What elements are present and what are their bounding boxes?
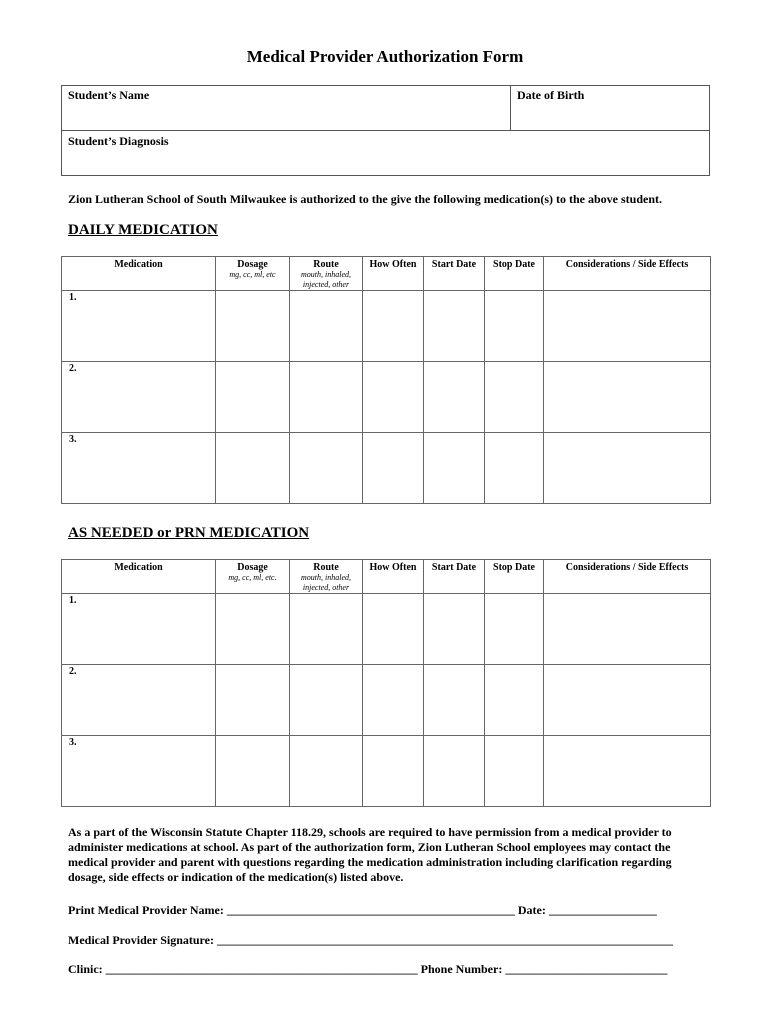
medication-cell[interactable] (62, 736, 216, 807)
row-number: 3. (69, 737, 77, 748)
column-header-route: Route mouth, inhaled, injected, other (290, 257, 363, 291)
medication-cell[interactable] (62, 665, 216, 736)
route-cell[interactable] (290, 362, 363, 433)
table-row (62, 665, 711, 736)
dosage-cell[interactable] (216, 362, 290, 433)
medication-cell[interactable] (62, 362, 216, 433)
prn-medication-table (61, 559, 711, 807)
column-header-route: Route mouth, inhaled, injected, other (290, 560, 363, 594)
start-date-cell[interactable] (424, 736, 485, 807)
column-header-medication: Medication (62, 257, 216, 291)
column-header-start-date: Start Date (424, 257, 485, 291)
how-often-cell[interactable] (363, 594, 424, 665)
table-header-row (62, 560, 711, 594)
student-name-label: Student’s Name (68, 88, 150, 102)
dosage-cell[interactable] (216, 291, 290, 362)
date-of-birth-label: Date of Birth (517, 88, 585, 102)
date-of-birth-field[interactable] (510, 85, 710, 131)
route-cell[interactable] (290, 665, 363, 736)
table-row (62, 291, 711, 362)
prn-medication-heading: AS NEEDED or PRN MEDICATION (68, 525, 310, 541)
row-number: 1. (69, 292, 77, 303)
dosage-cell[interactable] (216, 665, 290, 736)
how-often-cell[interactable] (363, 433, 424, 504)
print-name-date-line[interactable]: Print Medical Provider Name: ________________________________________________ Date: __________________ (68, 903, 657, 917)
column-header-medication: Medication (62, 560, 216, 594)
table-row (62, 594, 711, 665)
column-header-considerations: Considerations / Side Effects (544, 560, 711, 594)
student-diagnosis-label: Student’s Diagnosis (68, 134, 169, 148)
column-header-dosage: Dosage mg, cc, ml, etc. (216, 560, 290, 594)
how-often-cell[interactable] (363, 291, 424, 362)
stop-date-cell[interactable] (485, 665, 544, 736)
row-number: 3. (69, 434, 77, 445)
medication-cell[interactable] (62, 433, 216, 504)
row-number: 2. (69, 363, 77, 374)
considerations-cell[interactable] (544, 736, 711, 807)
row-number: 1. (69, 595, 77, 606)
how-often-cell[interactable] (363, 665, 424, 736)
daily-medication-table (61, 256, 711, 504)
stop-date-cell[interactable] (485, 594, 544, 665)
clinic-phone-line[interactable]: Clinic: ____________________________________________________ Phone Number: ___________________________ (68, 962, 668, 976)
column-header-dosage: Dosage mg, cc, ml, etc (216, 257, 290, 291)
medication-cell[interactable] (62, 594, 216, 665)
column-header-start-date: Start Date (424, 560, 485, 594)
medication-cell[interactable] (62, 291, 216, 362)
column-header-stop-date: Stop Date (485, 560, 544, 594)
route-cell[interactable] (290, 291, 363, 362)
route-cell[interactable] (290, 594, 363, 665)
provider-signature-line[interactable]: Medical Provider Signature: ____________________________________________________________________________ (68, 933, 673, 947)
daily-medication-heading: DAILY MEDICATION (68, 222, 218, 238)
table-header-row (62, 257, 711, 291)
start-date-cell[interactable] (424, 362, 485, 433)
route-cell[interactable] (290, 433, 363, 504)
stop-date-cell[interactable] (485, 433, 544, 504)
table-row (62, 736, 711, 807)
how-often-cell[interactable] (363, 736, 424, 807)
student-diagnosis-field[interactable] (61, 130, 710, 176)
student-name-field[interactable] (61, 85, 511, 131)
dosage-cell[interactable] (216, 736, 290, 807)
dosage-cell[interactable] (216, 433, 290, 504)
start-date-cell[interactable] (424, 665, 485, 736)
statute-paragraph: As a part of the Wisconsin Statute Chapter 118.29, schools are required to have permission from a medical provider to administer medications at school. As part of the authorization form, Zion Lutheran School employees may contact the medical provider and parent with questions regarding the medication administration including clarification regarding dosage, side effects or indication of the medication(s) listed above. (68, 825, 672, 884)
stop-date-cell[interactable] (485, 362, 544, 433)
considerations-cell[interactable] (544, 594, 711, 665)
column-header-how-often: How Often (363, 257, 424, 291)
considerations-cell[interactable] (544, 665, 711, 736)
table-row (62, 433, 711, 504)
stop-date-cell[interactable] (485, 736, 544, 807)
start-date-cell[interactable] (424, 291, 485, 362)
start-date-cell[interactable] (424, 594, 485, 665)
column-header-how-often: How Often (363, 560, 424, 594)
column-header-considerations: Considerations / Side Effects (544, 257, 711, 291)
considerations-cell[interactable] (544, 362, 711, 433)
considerations-cell[interactable] (544, 433, 711, 504)
form-title: Medical Provider Authorization Form (246, 47, 524, 66)
row-number: 2. (69, 666, 77, 677)
authorization-statement: Zion Lutheran School of South Milwaukee is authorized to the give the following medication(s) to the above student. (68, 192, 663, 206)
column-header-stop-date: Stop Date (485, 257, 544, 291)
route-cell[interactable] (290, 736, 363, 807)
table-row (62, 362, 711, 433)
dosage-cell[interactable] (216, 594, 290, 665)
how-often-cell[interactable] (363, 362, 424, 433)
considerations-cell[interactable] (544, 291, 711, 362)
stop-date-cell[interactable] (485, 291, 544, 362)
start-date-cell[interactable] (424, 433, 485, 504)
